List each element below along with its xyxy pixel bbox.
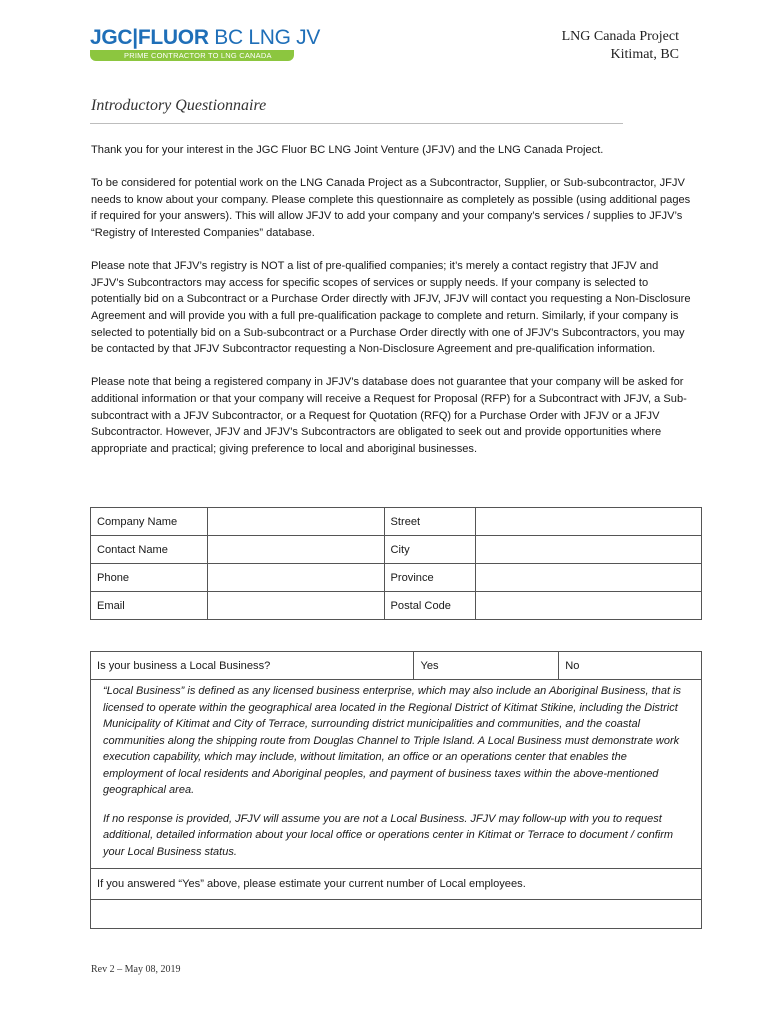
local-employees-question: If you answered “Yes” above, please estimate your current number of Local employees.: [91, 869, 702, 900]
logo-wordmark: [90, 26, 320, 50]
title-divider: [90, 123, 623, 124]
local-business-question-row: [91, 652, 702, 680]
logo-subtitle: PRIME CONTRACTOR TO LNG CANADA: [124, 51, 272, 60]
local-business-definition-cell: [91, 680, 702, 869]
postal-code-field[interactable]: [476, 592, 702, 620]
intro-paragraph-2: To be considered for potential work on the LNG Canada Project as a Subcontractor, Supplier, or Sub-subcontractor, JFJV needs to know about your company. Please complete this questionnaire as completely as possible (using additional pages if required for your answers). This will allow JFJV to add your company and your company’s services / supplies to JFJV’s “Registry of Interested Companies” database.: [91, 177, 691, 239]
postal-code-label: Postal Code: [384, 592, 476, 620]
email-field[interactable]: [207, 592, 384, 620]
local-business-definition: “Local Business” is defined as any licensed business enterprise, which may also include an Aboriginal Business, that is licensed to operate within the geographical area located in the Regional District of Kitimat Stikine, including the District Municipality of Kitimat and City of Terrace, surrounding district municipalities and communities, and the coastal communities along the shipping route from Douglas Channel to Triple Island. A Local Business must demonstrate work execution capability, which may include, without limitation, an office or an operations center that enables the employment of local residents and Aboriginal peoples, and payment of business taxes within the above-mentioned geographical area.: [103, 685, 682, 796]
logo-jgc: JGC: [90, 26, 133, 49]
intro-paragraph-1: Thank you for your interest in the JGC Fluor BC LNG Joint Venture (JFJV) and the LNG Canada Project.: [91, 144, 604, 156]
contact-name-field[interactable]: [207, 536, 384, 564]
street-label: Street: [384, 508, 476, 536]
company-name-field[interactable]: [207, 508, 384, 536]
phone-field[interactable]: [207, 564, 384, 592]
document-title: Introductory Questionnaire: [91, 97, 267, 114]
intro-paragraph-4: Please note that being a registered company in JFJV’s database does not guarantee that your company will be asked for additional information or that your company will receive a Request for Proposal (RFP) for a Subcontract with JFJV, a Sub-subcontract with a JFJV Subcontractor, or a Request for Quotation (RFQ) for a Purchase Order with JFJV or a JFJV Subcontractor. However, JFJV and JFJV’s Subcontractors are obligated to seek out and provide opportunities where appropriate and practical; giving preference to local and aboriginal businesses.: [91, 376, 687, 455]
company-name-label: Company Name: [91, 508, 208, 536]
revision-footer: Rev 2 – May 08, 2019: [91, 964, 181, 975]
logo-bc-lng-jv: BC LNG JV: [214, 26, 321, 49]
intro-body: [91, 142, 691, 474]
table-row: [91, 592, 702, 620]
city-field[interactable]: [476, 536, 702, 564]
local-business-question: Is your business a Local Business?: [91, 652, 414, 680]
local-employees-answer-field[interactable]: [91, 900, 702, 929]
contact-name-label: Contact Name: [91, 536, 208, 564]
project-info: [562, 28, 679, 64]
email-label: Email: [91, 592, 208, 620]
local-business-definition-row: [91, 680, 702, 869]
city-label: City: [384, 536, 476, 564]
logo-separator: |: [132, 26, 138, 49]
project-name: LNG Canada Project: [561, 29, 679, 44]
table-row: [91, 508, 702, 536]
street-field[interactable]: [476, 508, 702, 536]
table-row: [91, 564, 702, 592]
jfjv-logo: [90, 26, 321, 64]
no-option[interactable]: No: [559, 652, 702, 680]
intro-paragraph-3: Please note that JFJV’s registry is NOT a list of pre-qualified companies; it’s merely a contact registry that JFJV and JFJV’s Subcontractors may access for specific scopes of services or supply needs. If your company is selected to potentially bid on a Subcontract or a Purchase Order directly with JFJV, JFJV will contact you requesting a Non-Disclosure Agreement and will provide you with a full pre-qualification package to complete and return. Similarly, if your company is selected to potentially bid on a Sub-subcontract or a Purchase Order directly with one of JFJV’s Subcontractors, you may be contacted by that JFJV Subcontractor requesting a Non-Disclosure Agreement and pre-qualification information.: [91, 260, 691, 356]
logo-fluor: FLUOR: [137, 26, 209, 49]
yes-option[interactable]: Yes: [414, 652, 559, 680]
table-row: [91, 536, 702, 564]
local-business-table: [90, 651, 702, 929]
contact-info-table: [90, 507, 702, 620]
phone-label: Phone: [91, 564, 208, 592]
province-label: Province: [384, 564, 476, 592]
local-employees-answer-row: [91, 900, 702, 929]
province-field[interactable]: [476, 564, 702, 592]
local-employees-question-row: [91, 869, 702, 900]
project-location: Kitimat, BC: [610, 47, 679, 62]
no-response-note: If no response is provided, JFJV will assume you are not a Local Business. JFJV may follow-up with you to request additional, detailed information about your local office or operations center in Kitimat or Terrace to document / confirm your Local Business status.: [103, 812, 674, 858]
